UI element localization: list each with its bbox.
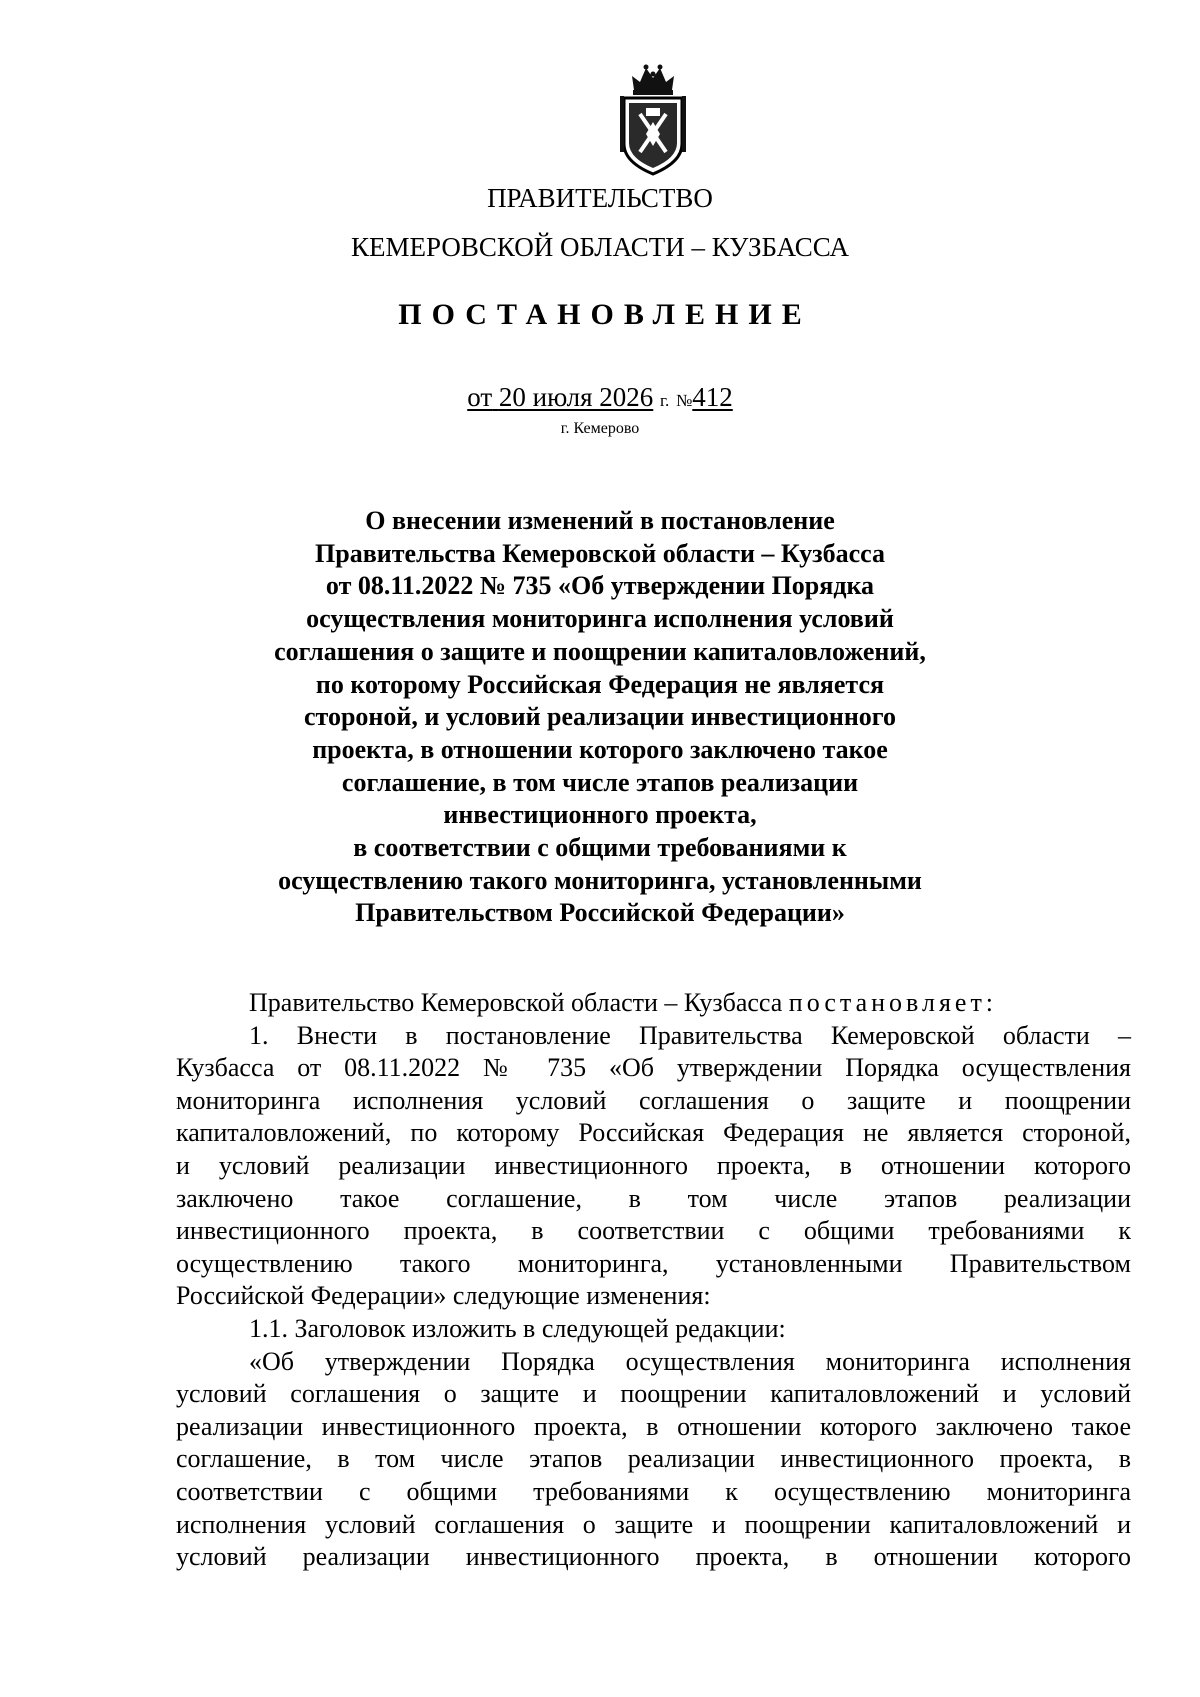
document-body bbox=[176, 987, 1131, 1574]
item-1-line: заключено такое соглашение, в том числе этапов реализации bbox=[176, 1183, 1131, 1213]
date-prefix: от bbox=[467, 382, 493, 412]
government-name-line-2: КЕМЕРОВСКОЙ ОБЛАСТИ – КУЗБАССА bbox=[351, 232, 849, 262]
quote-line: соответствии с общими требованиями к осуществлению мониторинга bbox=[176, 1476, 1131, 1506]
title-line: инвестиционного проекта, bbox=[443, 800, 757, 830]
title-line: соглашение, в том числе этапов реализации bbox=[341, 767, 859, 797]
title-line: в соответствии с общими требованиями к bbox=[353, 833, 847, 863]
title-line: О внесении изменений в постановление bbox=[365, 506, 835, 535]
title-line: Правительства Кемеровской области – Кузбасса bbox=[315, 538, 885, 568]
title-line: от 08.11.2022 № 735 «Об утверждении Порядка bbox=[325, 571, 875, 601]
document-title bbox=[250, 505, 950, 930]
quote-line: условий реализации инвестиционного проекта, в отношении которого bbox=[176, 1542, 1131, 1572]
title-line: стороной, и условий реализации инвестиционного bbox=[304, 702, 896, 732]
quote-line: исполнения условий соглашения о защите и поощрении капиталовложений и bbox=[176, 1509, 1131, 1539]
preamble bbox=[176, 987, 1131, 1020]
item-1-line: 1. Внести в постановление Правительства Кемеровской области – bbox=[249, 1020, 1131, 1050]
document-date: 20 июля 2026 bbox=[498, 382, 654, 412]
government-name-line-1: ПРАВИТЕЛЬСТВО bbox=[487, 183, 713, 213]
preamble-verb: постановляет: bbox=[788, 988, 998, 1017]
preamble-text: Правительство Кемеровской области – Кузбасса bbox=[249, 988, 783, 1017]
item-1-line: мониторинга исполнения условий соглашения о защите и поощрении bbox=[176, 1085, 1131, 1115]
quote-line: соглашение, в том числе этапов реализации инвестиционного проекта, в bbox=[176, 1444, 1131, 1474]
item-1-paragraph bbox=[176, 1020, 1131, 1313]
item-1-line: осуществлению такого мониторинга, установленными Правительством bbox=[176, 1248, 1131, 1278]
coat-of-arms-emblem bbox=[616, 62, 690, 180]
document-city: г. Кемерово bbox=[560, 420, 640, 437]
number-sign: № bbox=[676, 391, 693, 410]
quote-line: «Об утверждении Порядка осуществления мониторинга исполнения bbox=[249, 1346, 1131, 1376]
item-1-line: Кузбасса от 08.11.2022 № 735 «Об утверждении Порядка осуществления bbox=[176, 1053, 1131, 1083]
item-1-1-paragraph: 1.1. Заголовок изложить в следующей редакции: bbox=[249, 1313, 786, 1343]
document-date-line bbox=[0, 382, 1200, 413]
year-suffix: г. bbox=[660, 391, 670, 410]
title-line: Правительством Российской Федерации» bbox=[355, 898, 845, 928]
title-line: осуществлению такого мониторинга, установленными bbox=[278, 865, 922, 895]
document-number: 412 bbox=[692, 382, 733, 412]
document-type-heading: ПОСТАНОВЛЕНИЕ bbox=[398, 298, 812, 331]
title-line: осуществления мониторинга исполнения условий bbox=[306, 604, 894, 634]
quoted-title-paragraph bbox=[176, 1346, 1131, 1574]
quote-line: условий соглашения о защите и поощрении капиталовложений и условий bbox=[176, 1379, 1131, 1409]
item-1-line: инвестиционного проекта, в соответствии с общими требованиями к bbox=[176, 1216, 1131, 1246]
title-line: проекта, в отношении которого заключено такое bbox=[312, 734, 888, 764]
item-1-line: Российской Федерации» следующие изменения: bbox=[176, 1281, 711, 1311]
item-1-line: капиталовложений, по которому Российская Федерация не является стороной, bbox=[176, 1118, 1131, 1148]
quote-line: реализации инвестиционного проекта, в отношении которого заключено такое bbox=[176, 1411, 1131, 1441]
title-line: соглашения о защите и поощрении капиталовложений, bbox=[274, 636, 926, 666]
title-line: по которому Российская Федерация не является bbox=[315, 669, 885, 699]
item-1-line: и условий реализации инвестиционного проекта, в отношении которого bbox=[176, 1150, 1131, 1180]
